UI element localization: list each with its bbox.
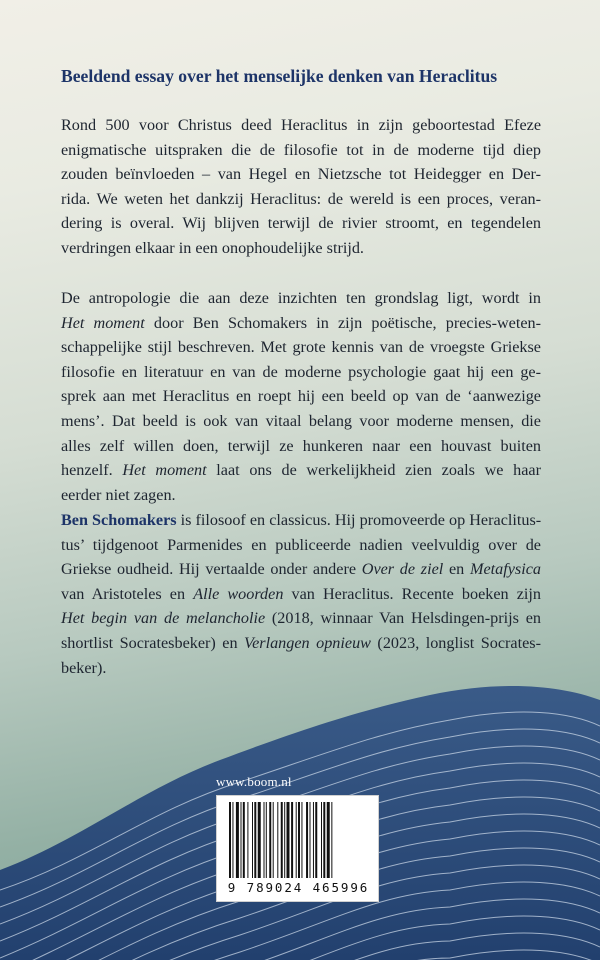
- text-line: sprek aan met Heraclitus en roept hij een beeld op van de ‘aanwezige: [61, 387, 541, 406]
- text-line: schappelijke stijl beschreven. Met grote kennis van de vroegste Griekse: [61, 338, 541, 357]
- isbn-number: 9 789024 465996: [227, 880, 370, 895]
- barcode-bar: [277, 802, 278, 878]
- barcode-bar: [281, 802, 283, 878]
- text-fragment: door Ben Schomakers in zijn poëtische, precies-weten-: [144, 313, 541, 332]
- barcode-bar: [273, 802, 274, 878]
- barcode-bar: [301, 802, 302, 878]
- book-title-italic: Over de ziel: [361, 560, 444, 579]
- isbn-barcode: [216, 795, 379, 902]
- barcode-bar: [266, 802, 267, 878]
- text-line: beker).: [61, 658, 107, 677]
- text-line: [61, 311, 541, 336]
- publisher-website[interactable]: www.boom.nl: [216, 774, 292, 789]
- text-line: [61, 557, 541, 582]
- text-line: filosofie en literatuur en van de moderne psychologie gaat hij een ge-: [61, 362, 541, 381]
- book-title-italic: Metafysica: [469, 560, 541, 579]
- barcode-bar: [254, 802, 256, 878]
- barcode-bar: [258, 802, 261, 878]
- barcode-bar: [241, 802, 242, 878]
- text-fragment: is filosoof en classicus. Hij promoveerde op Heraclitus-: [176, 511, 542, 529]
- text-fragment: (2018, winnaar Van Helsdingen-prijs en: [265, 609, 541, 628]
- barcode-bar: [310, 802, 311, 878]
- barcode-bar: [313, 802, 314, 878]
- barcode-bar: [323, 802, 325, 878]
- book-title-italic: Het moment: [122, 461, 207, 480]
- text-fragment: henzelf.: [61, 461, 123, 480]
- text-line: verdringen elkaar in een onophoudelijke strijd.: [61, 238, 364, 257]
- barcode-bar: [331, 802, 332, 878]
- text-line: tus’ tijdgenoot Parmenides en publiceerde nadien veelvuldig over de: [61, 535, 541, 554]
- text-line: [61, 458, 541, 483]
- barcode-bar: [321, 802, 322, 878]
- text-fragment: Griekse oudheid. Hij vertaalde onder andere: [61, 560, 362, 579]
- barcode-bar: [291, 802, 293, 878]
- text-fragment: van Aristoteles en: [61, 584, 194, 603]
- paragraph-anthropology: [61, 286, 541, 507]
- text-line: [61, 582, 541, 607]
- text-fragment: en: [443, 560, 470, 579]
- barcode-bar: [284, 802, 285, 878]
- barcode-bar: [287, 802, 290, 878]
- barcode-bar: [252, 802, 253, 878]
- text-line: enigmatische uitspraken die de filosofie tot in de moderne tijd diep: [61, 140, 541, 159]
- barcode-bar: [232, 802, 233, 878]
- barcode-bar: [306, 802, 308, 878]
- text-line: Rond 500 voor Christus deed Heraclitus in zijn geboortestad Efeze: [61, 116, 541, 134]
- text-line: dering is overal. Wij blijven terwijl de rivier stroomt, en tegendelen: [61, 214, 541, 233]
- author-name: Ben Schomakers: [61, 511, 177, 529]
- book-title-italic: Het begin van de melancholie: [61, 609, 266, 628]
- barcode-bars: [229, 802, 371, 882]
- barcode-bar: [298, 802, 300, 878]
- text-line: De antropologie die aan deze inzichten ten grondslag ligt, wordt in: [61, 289, 541, 307]
- text-line: alles zelf willen doen, terwijl ze hunkeren naar een houvast buiten: [61, 436, 541, 455]
- text-line: zouden beïnvloeden – van Hegel en Nietzsche tot Heidegger en Der-: [61, 165, 541, 184]
- text-fragment: shortlist Socratesbeker) en: [61, 633, 245, 652]
- book-title-italic: Het moment: [61, 313, 145, 332]
- text-line: [61, 508, 541, 533]
- barcode-bar: [264, 802, 265, 878]
- barcode-bar: [243, 802, 245, 878]
- barcode-bar: [247, 802, 248, 878]
- text-fragment: van Heraclitus. Recente boeken zijn: [283, 584, 542, 603]
- text-line: eerder niet zagen.: [61, 485, 176, 504]
- barcode-bar: [236, 802, 239, 878]
- text-fragment: (2023, longlist Socrates-: [370, 633, 541, 652]
- book-title-italic: Verlangen opnieuw: [244, 633, 371, 652]
- paragraph-intro: [61, 113, 541, 261]
- barcode-bar: [229, 802, 231, 878]
- barcode-bar: [296, 802, 297, 878]
- text-line: [61, 606, 541, 631]
- text-line: mens’. Dat beeld is ook van vitaal belang voor moderne mensen, die: [61, 411, 541, 430]
- barcode-bar: [327, 802, 330, 878]
- barcode-bar: [315, 802, 317, 878]
- book-title-italic: Alle woorden: [193, 584, 284, 603]
- headline: Beeldend essay over het menselijke denken van Heraclitus: [61, 66, 498, 86]
- barcode-bar: [269, 802, 271, 878]
- text-fragment: laat ons de werkelijkheid zien zoals we haar: [206, 461, 541, 480]
- text-line: rida. We weten het dankzij Heraclitus: de wereld is een proces, veran-: [61, 189, 541, 208]
